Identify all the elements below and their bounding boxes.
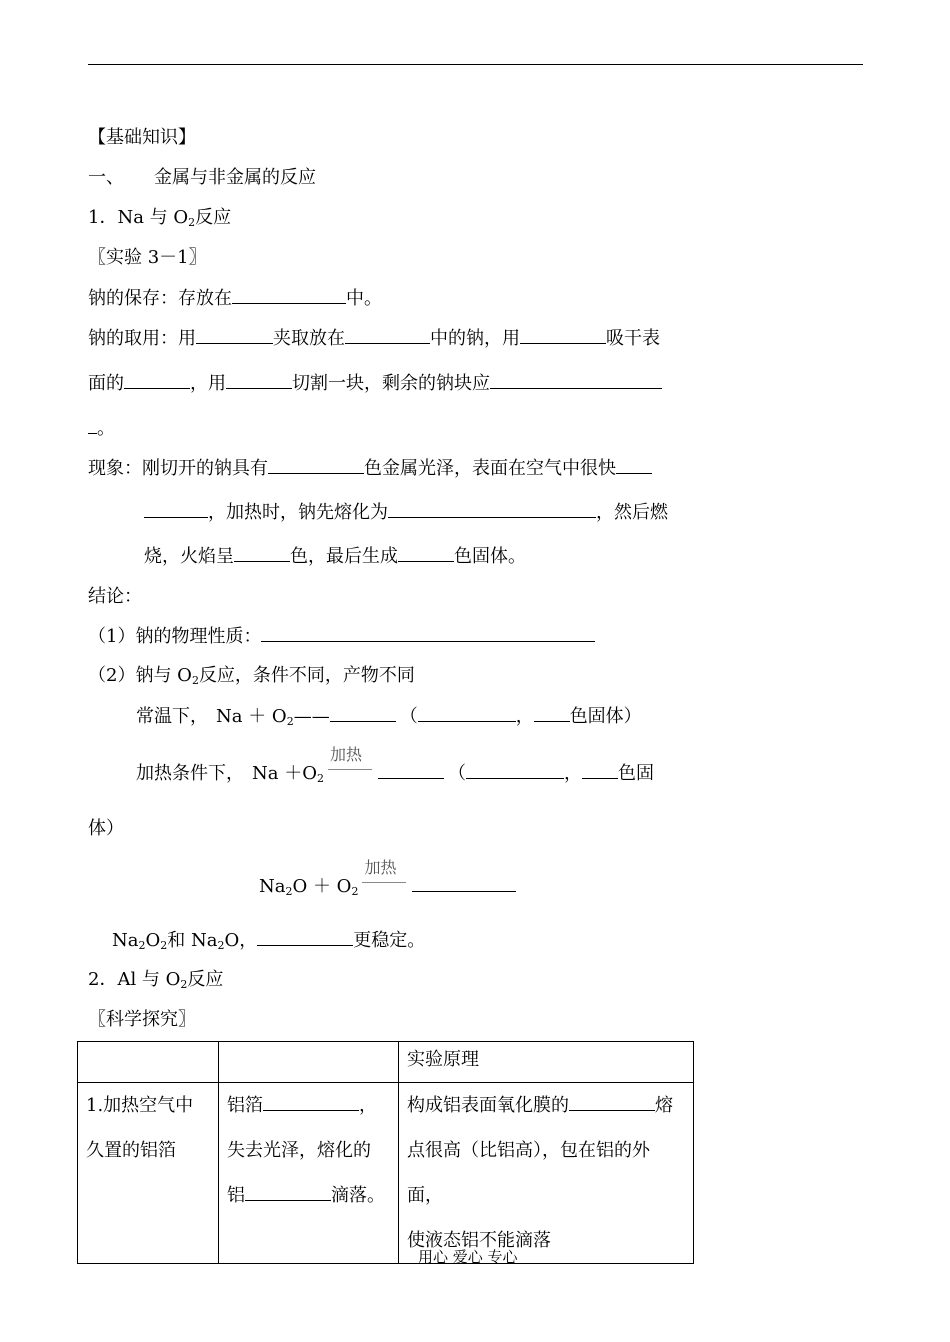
fill-blank[interactable] (196, 326, 273, 344)
equation-heating-tail: 体） (88, 818, 124, 839)
text: 铝箔 (227, 1095, 263, 1116)
conclusion-2 (88, 664, 415, 688)
equation-heating (136, 745, 654, 786)
fill-blank[interactable] (490, 371, 662, 389)
section-title: 【基础知识】 (88, 127, 196, 148)
text: ，用 (190, 373, 226, 394)
text: 面的 (88, 373, 124, 394)
text: Na (259, 876, 286, 897)
text: 色，最后生成 (290, 546, 398, 567)
item-text: 反应 (195, 207, 232, 228)
cell-line: 失去光泽，熔化的 (227, 1140, 371, 1161)
text: ， (359, 1095, 377, 1116)
cell-line: 1.加热空气中 (86, 1095, 194, 1116)
item-text: 反应 (187, 969, 224, 990)
text: 色固体） (569, 706, 642, 727)
text: 钠的保存：存放在 (88, 288, 232, 309)
condition-label: 加热 (329, 745, 362, 764)
text: O ＋ O (292, 876, 352, 897)
text: ，加热时，钠先熔化为 (208, 502, 388, 523)
text: 色固 (617, 763, 654, 784)
phenomenon-line-1 (88, 456, 652, 481)
fill-blank[interactable] (124, 371, 190, 389)
text: （2）钠与 O (88, 665, 192, 686)
cell-line: 点很高（比铝高），包在铝的外面， (407, 1140, 650, 1206)
text: Na ＋O (252, 763, 317, 784)
fill-blank[interactable] (88, 416, 97, 434)
item-number: 1． (88, 207, 118, 228)
item-text: Al 与 O (117, 969, 181, 990)
heading-number: 一、 (88, 167, 124, 188)
text: Na ＋ O (216, 706, 287, 727)
text: ，然后燃 (596, 502, 668, 523)
text: 常温下， (136, 706, 208, 727)
condition-line (362, 882, 406, 883)
text: 和 Na (167, 930, 218, 951)
text: O， (224, 930, 258, 951)
fill-blank[interactable] (569, 1093, 655, 1111)
fill-blank[interactable] (520, 326, 606, 344)
text: O (145, 930, 161, 951)
conclusion-1 (88, 624, 595, 649)
fill-blank[interactable] (345, 326, 430, 344)
page-footer: 用心 爱心 专心 (418, 1248, 518, 1266)
header-cell (219, 1042, 399, 1083)
fill-blank[interactable] (268, 456, 364, 474)
text: 更稳定。 (353, 930, 426, 951)
text: Na (112, 930, 139, 951)
table-cell (399, 1083, 694, 1264)
text: 夹取放在 (273, 328, 345, 349)
header-cell: 实验原理 (399, 1042, 694, 1083)
fill-blank[interactable] (582, 761, 618, 779)
text: 熔 (655, 1095, 673, 1116)
text: 色金属光泽，表面在空气中很快 (364, 458, 616, 479)
conclusion-label: 结论： (88, 586, 142, 607)
condition-line (328, 769, 372, 770)
heading-1 (88, 166, 316, 190)
fill-blank[interactable] (234, 544, 290, 562)
subscript: 2 (160, 939, 168, 952)
equation-na2o (259, 858, 516, 899)
fill-blank[interactable] (232, 286, 346, 304)
fill-blank[interactable] (388, 500, 596, 518)
item-number: 2． (88, 969, 118, 990)
text: 滴落。 (331, 1185, 385, 1206)
take-line-1 (88, 326, 660, 351)
text: 烧，火焰呈 (144, 546, 234, 567)
item-2-heading (88, 968, 223, 992)
item-text: Na 与 O (117, 207, 189, 228)
experiment-label: 〖实验 3－1〗 (88, 247, 207, 268)
fill-blank[interactable] (261, 624, 595, 642)
text: 反应，条件不同，产物不同 (198, 665, 415, 686)
science-inquiry-label: 〖科学探究〗 (88, 1009, 196, 1030)
header-rule (88, 64, 863, 65)
take-line-2 (88, 371, 662, 396)
subscript: 2 (180, 978, 188, 991)
text: 中的钠，用 (430, 328, 520, 349)
fill-blank[interactable] (534, 704, 570, 722)
fill-blank[interactable] (616, 456, 652, 474)
text: （1）钠的物理性质： (88, 626, 262, 647)
subscript: 2 (351, 885, 359, 898)
fill-blank[interactable] (398, 544, 454, 562)
fill-blank[interactable] (257, 928, 353, 946)
text: 加热条件下， (136, 763, 244, 784)
subscript: 2 (285, 885, 293, 898)
subscript: 2 (138, 939, 146, 952)
stability-line (112, 928, 425, 953)
condition-label: 加热 (364, 858, 397, 877)
table-cell (78, 1083, 219, 1264)
fill-blank[interactable] (378, 761, 444, 779)
experiment-table (77, 1041, 694, 1264)
phenomenon-line-2 (144, 500, 668, 525)
fill-blank[interactable] (412, 874, 516, 892)
subscript: 2 (286, 715, 294, 728)
text: 现象：刚切开的钠具有 (88, 458, 268, 479)
table-cell (219, 1083, 399, 1264)
phenomenon-line-3 (144, 544, 526, 569)
subscript: 2 (191, 674, 199, 687)
heating-condition (328, 745, 372, 779)
cell-line: 使液态铝不能滴落 (407, 1230, 551, 1251)
text: 吸干表 (606, 328, 660, 349)
take-line-3 (88, 416, 115, 441)
table-header-row (78, 1042, 694, 1083)
item-1-heading (88, 206, 231, 230)
text: （ (399, 706, 418, 727)
cell-line (227, 1173, 390, 1218)
fill-blank[interactable] (263, 1093, 359, 1111)
fill-blank[interactable] (226, 371, 292, 389)
cell-line (407, 1083, 685, 1128)
equation-room-temp (136, 704, 642, 729)
cell-line (227, 1083, 390, 1128)
text: 切割一块，剩余的钠块应 (292, 373, 490, 394)
text: 铝 (227, 1185, 245, 1206)
header-cell (78, 1042, 219, 1083)
reaction-arrow: —— (293, 706, 330, 727)
heading-text: 金属与非金属的反应 (154, 167, 316, 188)
text: 钠的取用：用 (88, 328, 196, 349)
heating-condition (362, 858, 406, 892)
text: ， (563, 763, 582, 784)
text: （ (447, 763, 466, 784)
fill-blank[interactable] (330, 704, 396, 722)
text: 。 (97, 418, 115, 439)
text: 色固体。 (454, 546, 526, 567)
storage-line (88, 286, 382, 311)
fill-blank[interactable] (144, 500, 208, 518)
subscript: 2 (316, 772, 324, 785)
text: 构成铝表面氧化膜的 (407, 1095, 569, 1116)
table-row (78, 1083, 694, 1264)
fill-blank[interactable] (466, 761, 564, 779)
text: ， (515, 706, 534, 727)
text: 中。 (346, 288, 382, 309)
subscript: 2 (188, 216, 196, 229)
fill-blank[interactable] (418, 704, 516, 722)
fill-blank[interactable] (245, 1183, 331, 1201)
cell-line: 久置的铝箔 (86, 1140, 176, 1161)
subscript: 2 (217, 939, 225, 952)
